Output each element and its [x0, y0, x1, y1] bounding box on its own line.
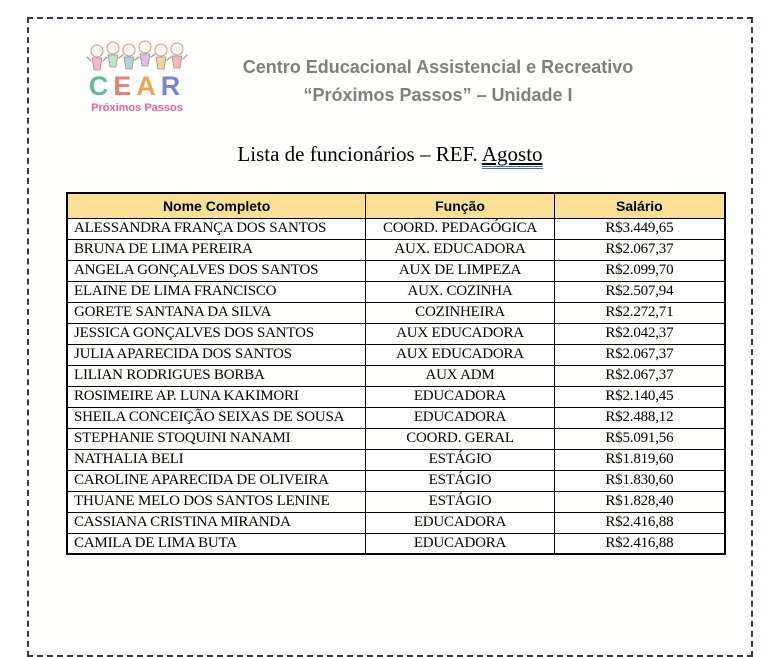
table-row [67, 407, 725, 428]
table-row [67, 239, 725, 260]
cell-name: GORETE SANTANA DA SILVA [67, 302, 366, 323]
cell-role: AUX DE LIMPEZA [366, 260, 555, 281]
cell-salary: R$2.067,37 [554, 344, 725, 365]
cell-salary: R$5.091,56 [554, 428, 725, 449]
table-header-row [67, 193, 725, 218]
cear-acronym [79, 73, 195, 100]
table-row [67, 218, 725, 239]
table-row [67, 344, 725, 365]
cell-name: CAROLINE APARECIDA DE OLIVEIRA [67, 470, 366, 491]
organization-name-line2: “Próximos Passos” – Unidade I [303, 84, 573, 105]
page-title-prefix: Lista de funcionários – REF. [237, 142, 482, 166]
cell-name: ELAINE DE LIMA FRANCISCO [67, 281, 366, 302]
cell-salary: R$2.272,71 [554, 302, 725, 323]
table-row [67, 470, 725, 491]
cell-salary: R$2.507,94 [554, 281, 725, 302]
cell-name: ANGELA GONÇALVES DOS SANTOS [67, 260, 366, 281]
table-row [67, 281, 725, 302]
cell-role: AUX EDUCADORA [366, 323, 555, 344]
cear-letter: R [160, 71, 186, 101]
table-row [67, 512, 725, 533]
cell-role: AUX ADM [366, 365, 555, 386]
cell-salary: R$2.099,70 [554, 260, 725, 281]
cell-role: EDUCADORA [366, 407, 555, 428]
column-header-nome-completo: Nome Completo [67, 193, 366, 218]
cell-role: ESTÁGIO [366, 491, 555, 512]
organization-name-line1: Centro Educacional Assistencial e Recreativo [242, 56, 634, 77]
cell-role: EDUCADORA [366, 512, 555, 533]
cell-role: COORD. GERAL [366, 428, 555, 449]
page-title [29, 142, 751, 167]
cell-salary: R$1.828,40 [554, 491, 725, 512]
cell-role: AUX. EDUCADORA [366, 239, 555, 260]
cell-salary: R$2.042,37 [554, 323, 725, 344]
cell-name: SHEILA CONCEIÇÃO SEIXAS DE SOUSA [67, 407, 366, 428]
cell-name: CASSIANA CRISTINA MIRANDA [67, 512, 366, 533]
cell-salary: R$3.449,65 [554, 218, 725, 239]
cell-name: NATHALIA BELI [67, 449, 366, 470]
logo-tagline: Próximos Passos [91, 102, 183, 114]
table-row [67, 365, 725, 386]
table-row [67, 449, 725, 470]
cell-salary: R$2.140,45 [554, 386, 725, 407]
cell-salary: R$2.416,88 [554, 533, 725, 554]
cell-role: COORD. PEDAGÓGICA [366, 218, 555, 239]
cell-role: ESTÁGIO [366, 470, 555, 491]
cell-name: JULIA APARECIDA DOS SANTOS [67, 344, 366, 365]
cell-role: EDUCADORA [366, 533, 555, 554]
cell-salary: R$2.067,37 [554, 239, 725, 260]
cear-logo [79, 39, 195, 114]
page-title-month: Agosto [482, 142, 543, 169]
table-row [67, 323, 725, 344]
cear-letter: C [88, 71, 114, 101]
cell-name: CAMILA DE LIMA BUTA [67, 533, 366, 554]
cell-name: BRUNA DE LIMA PEREIRA [67, 239, 366, 260]
table-row [67, 302, 725, 323]
column-header-salario: Salário [554, 193, 725, 218]
organization-name [195, 44, 681, 110]
cell-salary: R$1.819,60 [554, 449, 725, 470]
cell-salary: R$2.488,12 [554, 407, 725, 428]
table-row [67, 428, 725, 449]
cell-role: COZINHEIRA [366, 302, 555, 323]
column-header-funcao: Função [366, 193, 555, 218]
cell-name: ALESSANDRA FRANÇA DOS SANTOS [67, 218, 366, 239]
table-row [67, 533, 725, 554]
cell-name: THUANE MELO DOS SANTOS LENINE [67, 491, 366, 512]
cell-name: LILIAN RODRIGUES BORBA [67, 365, 366, 386]
table-row [67, 386, 725, 407]
cell-salary: R$2.067,37 [554, 365, 725, 386]
page-border [27, 17, 753, 657]
cell-role: EDUCADORA [366, 386, 555, 407]
cell-name: ROSIMEIRE AP. LUNA KAKIMORI [67, 386, 366, 407]
cear-letter: A [136, 71, 161, 101]
table-row [67, 491, 725, 512]
cell-name: JESSICA GONÇALVES DOS SANTOS [67, 323, 366, 344]
document-header [29, 39, 751, 114]
cell-role: AUX EDUCADORA [366, 344, 555, 365]
cell-role: AUX. COZINHA [366, 281, 555, 302]
cell-name: STEPHANIE STOQUINI NANAMI [67, 428, 366, 449]
children-illustration-icon [85, 39, 189, 75]
cell-salary: R$2.416,88 [554, 512, 725, 533]
cear-letter: E [113, 71, 137, 101]
table-row [67, 260, 725, 281]
cell-salary: R$1.830,60 [554, 470, 725, 491]
staff-table [66, 192, 726, 555]
cell-role: ESTÁGIO [366, 449, 555, 470]
